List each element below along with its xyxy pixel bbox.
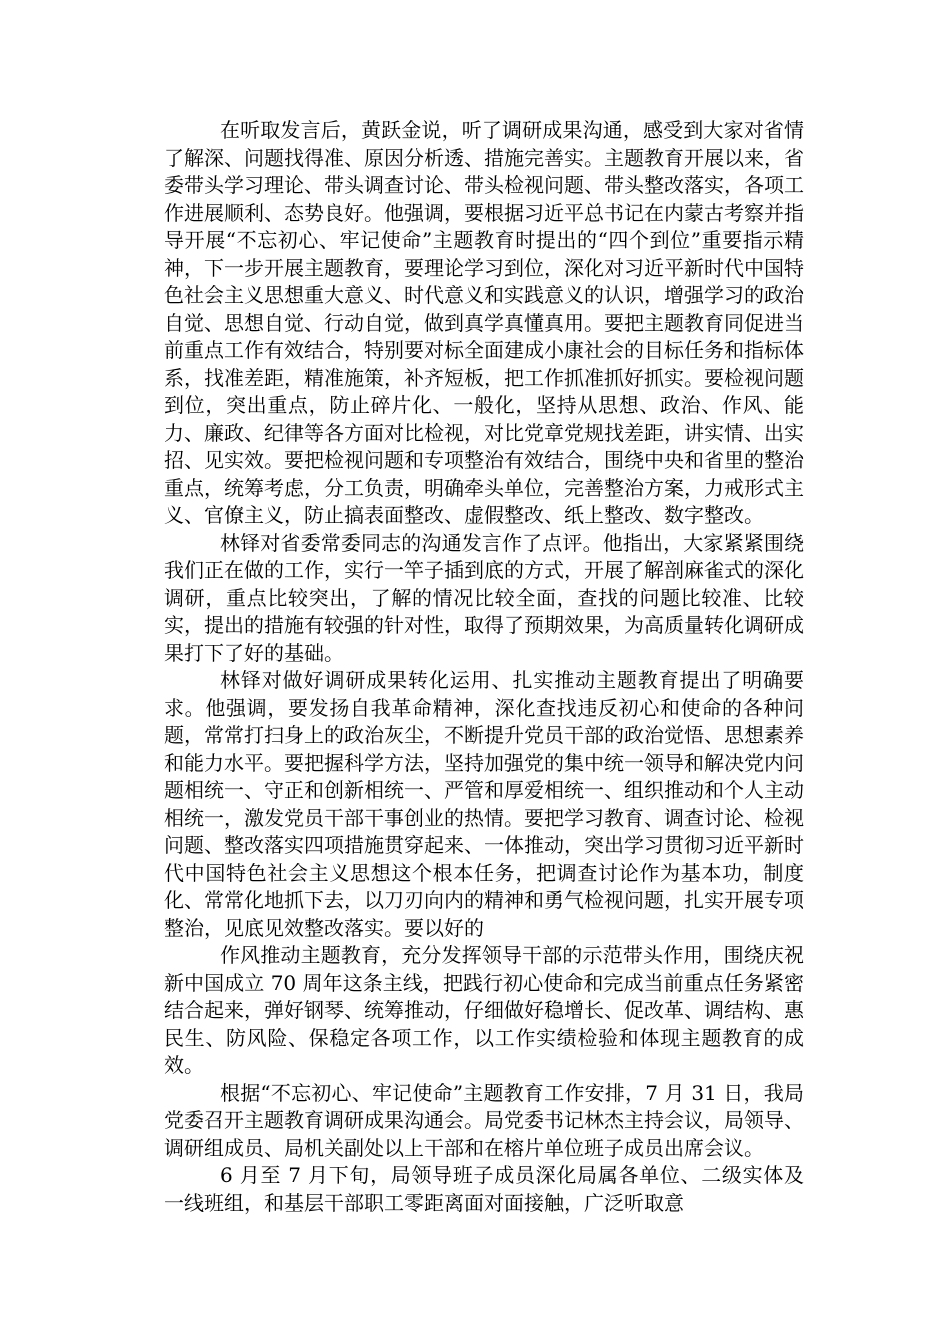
document-body bbox=[164, 117, 804, 1217]
paragraph: 作风推动主题教育，充分发挥领导干部的示范带头作用，围绕庆祝新中国成立 70 周年这条主线，把践行初心使命和完成当前重点任务紧密结合起来，弹好钢琴、统筹推动，仔细做好稳增长、促改革、调结构、惠民生、防风险、保稳定各项工作，以工作实绩检验和体现主题教育的成效。 bbox=[164, 943, 804, 1077]
paragraph: 在听取发言后，黄跃金说，听了调研成果沟通，感受到大家对省情了解深、问题找得准、原因分析透、措施完善实。主题教育开展以来，省委带头学习理论、带头调查讨论、带头检视问题、带头整改落实，各项工作进展顺利、态势良好。他强调，要根据习近平总书记在内蒙古考察并指导开展“不忘初心、牢记使命”主题教育时提出的“四个到位”重要指示精神，下一步开展主题教育，要理论学习到位，深化对习近平新时代中国特色社会主义思想重大意义、时代意义和实践意义的认识，增强学习的政治自觉、思想自觉、行动自觉，做到真学真懂真用。要把主题教育同促进当前重点工作有效结合，特别要对标全面建成小康社会的目标任务和指标体系，找准差距，精准施策，补齐短板，把工作抓准抓好抓实。要检视问题到位，突出重点，防止碎片化、一般化，坚持从思想、政治、作风、能力、廉政、纪律等各方面对比检视，对比党章党规找差距，讲实情、出实招、见实效。要把检视问题和专项整治有效结合，围绕中央和省里的整治重点，统筹考虑，分工负责，明确牵头单位，完善整治方案，力戒形式主义、官僚主义，防止搞表面整改、虚假整改、纸上整改、数字整改。 bbox=[164, 118, 804, 527]
paragraph: 林铎对做好调研成果转化运用、扎实推动主题教育提出了明确要求。他强调，要发扬自我革命精神，深化查找违反初心和使命的各种问题，常常打扫身上的政治灰尘，不断提升党员干部的政治觉悟、思想素养和能力水平。要把握科学方法，坚持加强党的集中统一领导和解决党内问题相统一、守正和创新相统一、严管和厚爱相统一、组织推动和个人主动相统一，激发党员干部干事创业的热情。要把学习教育、调查讨论、检视问题、整改落实四项措施贯穿起来、一体推动，突出学习贯彻习近平新时代中国特色社会主义思想这个根本任务，把调查讨论作为基本功，制度化、常常化地抓下去，以刀刃向内的精神和勇气检视问题，扎实开展专项整治，见底见效整改落实。要以好的 bbox=[164, 668, 804, 940]
paragraph: 林铎对省委常委同志的沟通发言作了点评。他指出，大家紧紧围绕我们正在做的工作，实行一竿子插到底的方式，开展了解剖麻雀式的深化调研，重点比较突出，了解的情况比较全面，查找的问题比较准、比较实，提出的措施有较强的针对性，取得了预期效果，为高质量转化调研成果打下了好的基础。 bbox=[164, 530, 804, 665]
paragraph: 6 月至 7 月下旬，局领导班子成员深化局属各单位、二级实体及一线班组，和基层干部职工零距离面对面接触，广泛听取意 bbox=[164, 1163, 804, 1215]
paragraph: 根据“不忘初心、牢记使命”主题教育工作安排，7 月 31 日，我局党委召开主题教育调研成果沟通会。局党委书记林杰主持会议，局领导、调研组成员、局机关副处以上干部和在榕片单位班子成员出席会议。 bbox=[164, 1080, 804, 1160]
